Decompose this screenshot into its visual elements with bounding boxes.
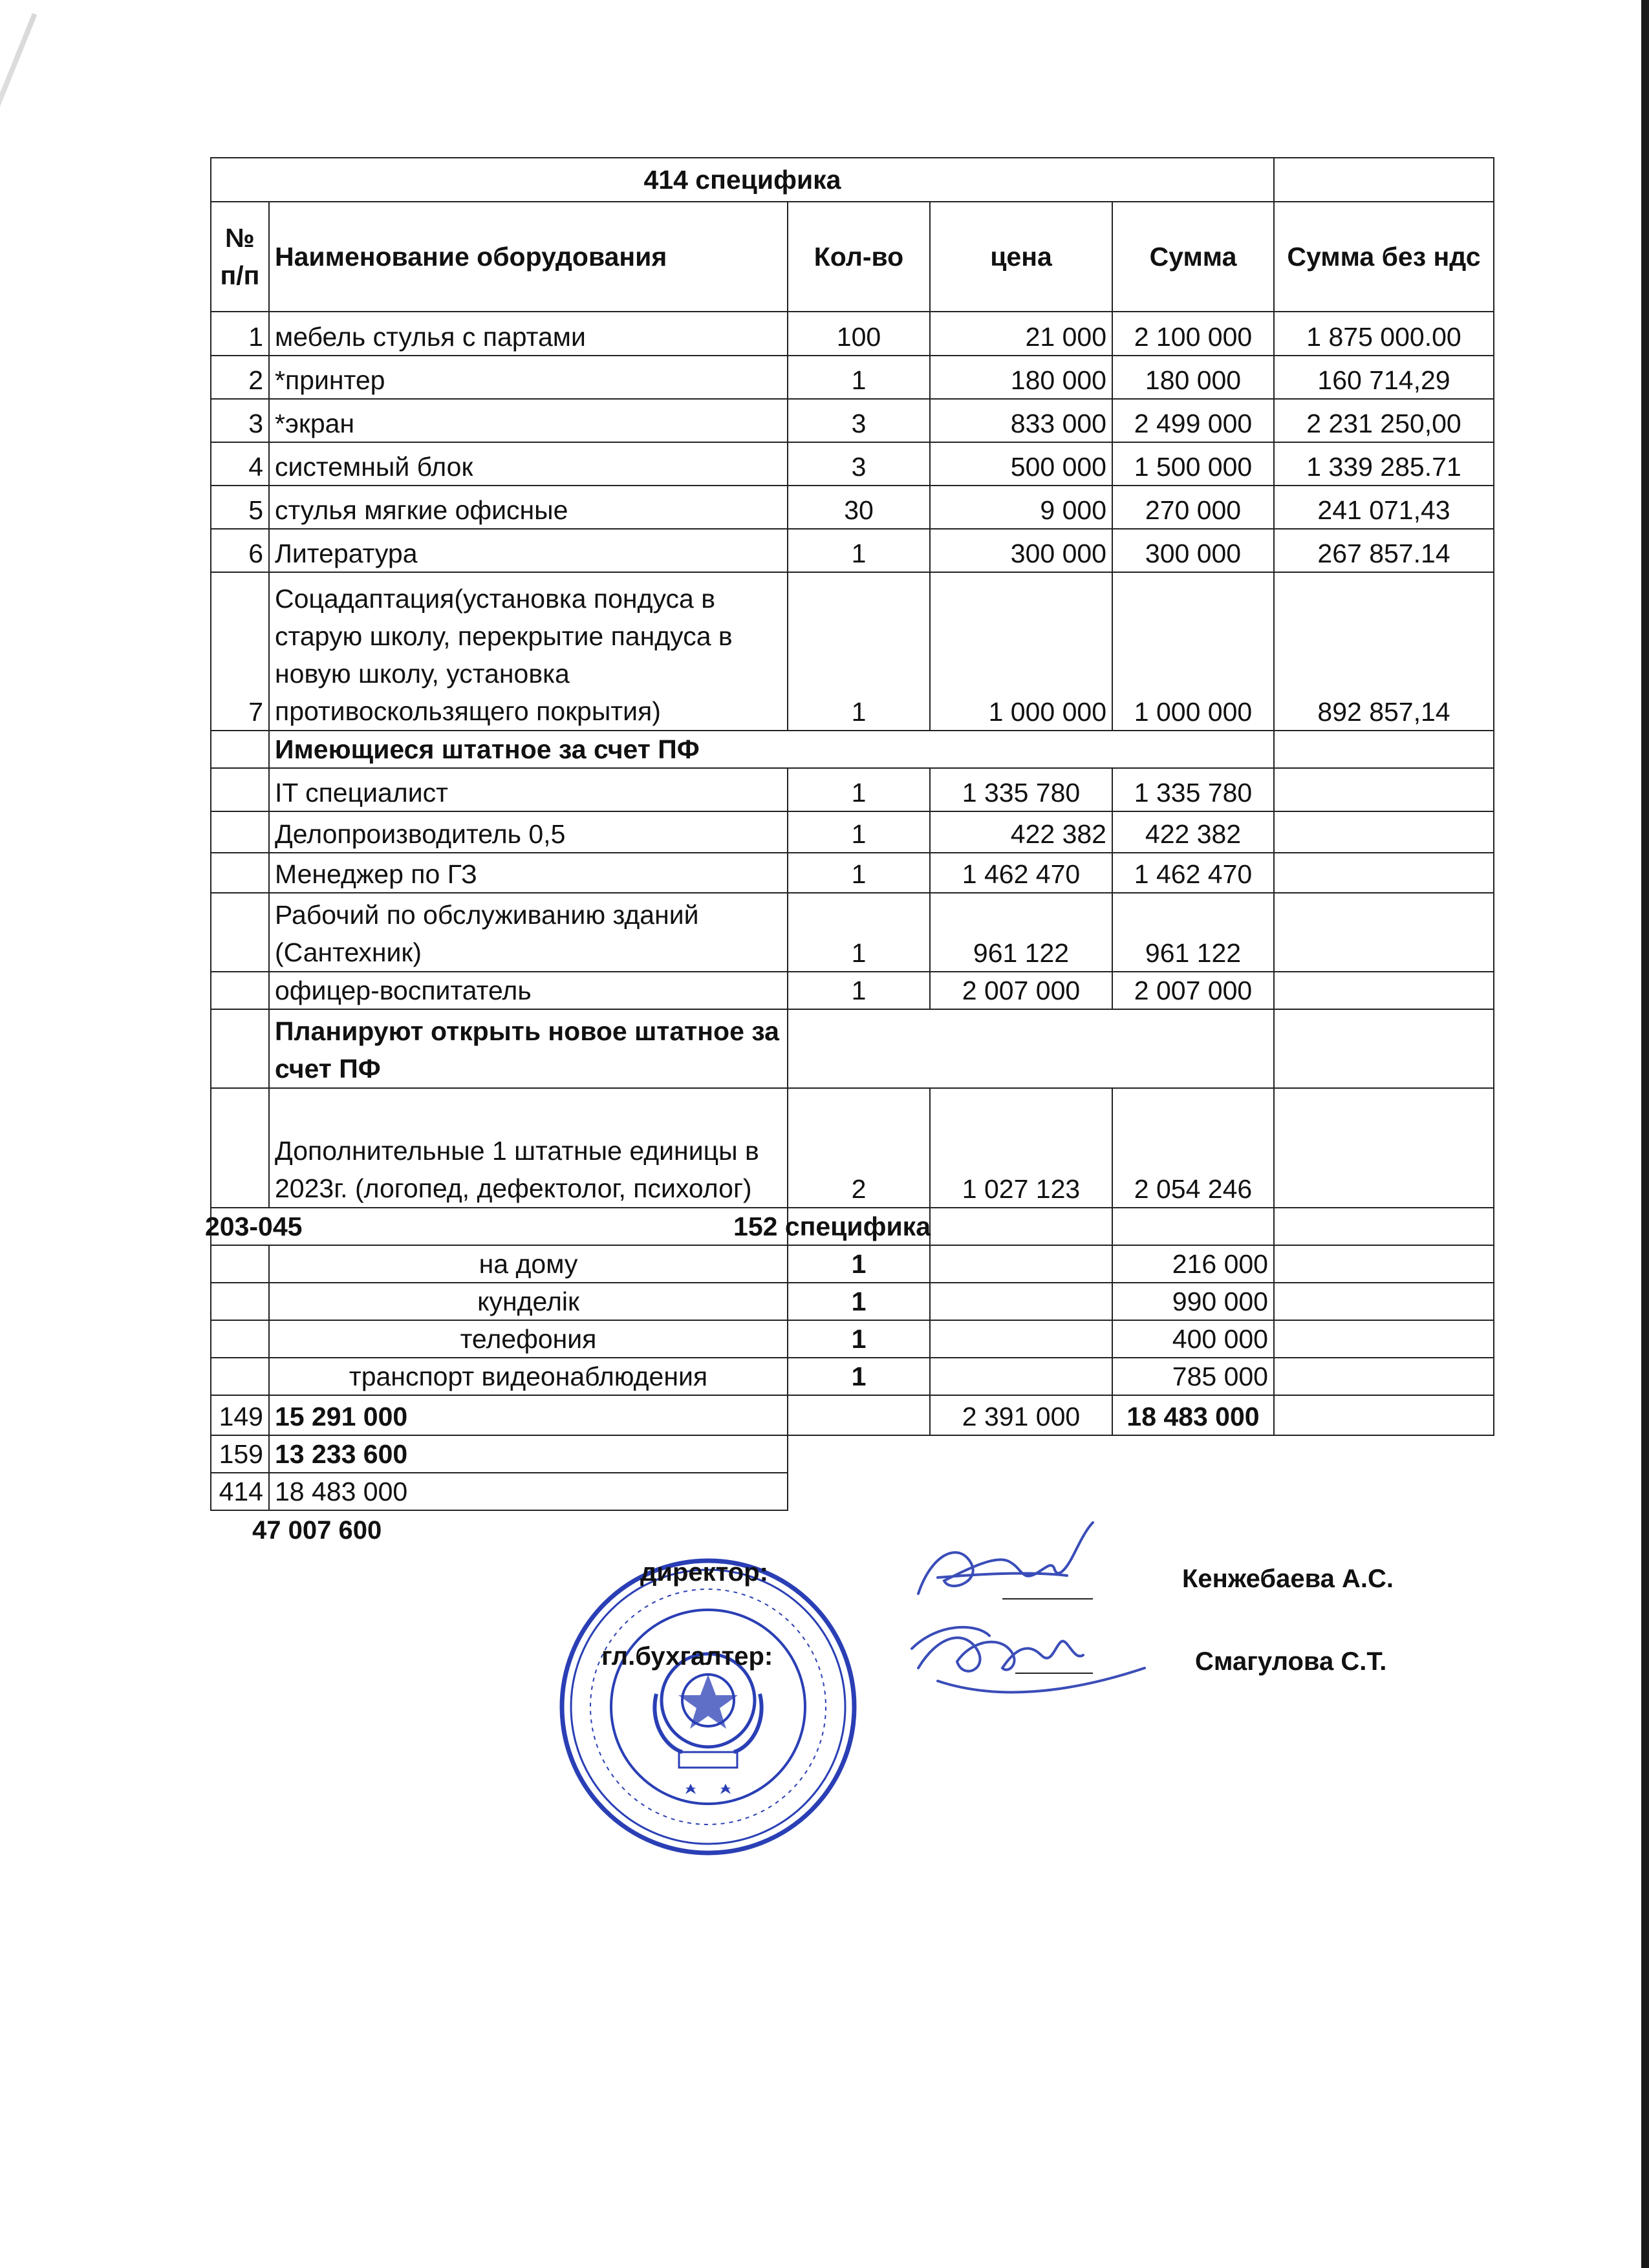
table-row bbox=[211, 399, 1494, 442]
table-row bbox=[211, 486, 1494, 529]
director-name: Кенжебаева А.С. bbox=[1182, 1565, 1394, 1593]
row-net: 892 857,14 bbox=[1274, 572, 1494, 731]
row-sum: 300 000 bbox=[1112, 529, 1274, 572]
row-sum: 2 499 000 bbox=[1112, 399, 1274, 442]
total-code: 159 bbox=[211, 1435, 269, 1473]
row-qty: 1 bbox=[788, 572, 930, 731]
row-price: 2 007 000 bbox=[930, 972, 1112, 1009]
planned-heading-row bbox=[211, 1009, 1494, 1088]
row-num: 7 bbox=[211, 572, 269, 731]
row-price: 1 027 123 bbox=[930, 1088, 1112, 1208]
row-name: транспорт видеонаблюдения bbox=[269, 1358, 788, 1395]
row-net: 267 857.14 bbox=[1274, 529, 1494, 572]
accountant-label: гл.бухгалтер: bbox=[601, 1642, 773, 1671]
total-row bbox=[211, 1435, 1494, 1473]
row-qty: 1 bbox=[788, 1358, 930, 1395]
row-qty: 1 bbox=[788, 1320, 930, 1358]
header-sum: Сумма bbox=[1112, 202, 1274, 312]
row-qty: 1 bbox=[788, 853, 930, 893]
total-price: 2 391 000 bbox=[930, 1395, 1112, 1435]
row-num: 3 bbox=[211, 399, 269, 442]
row-sum: 2 054 246 bbox=[1112, 1088, 1274, 1208]
row-name: *экран bbox=[269, 399, 788, 442]
director-label: директор: bbox=[640, 1558, 768, 1587]
row-sum: 1 462 470 bbox=[1112, 853, 1274, 893]
row-price: 1 000 000 bbox=[930, 572, 1112, 731]
row-num: 4 bbox=[211, 442, 269, 486]
total-value: 18 483 000 bbox=[269, 1473, 788, 1510]
total-value: 15 291 000 bbox=[269, 1395, 788, 1435]
specification-table bbox=[205, 157, 1494, 1511]
total-row bbox=[211, 1473, 1494, 1510]
header-price: цена bbox=[930, 202, 1112, 312]
planned-heading: Планируют открыть новое штатное за счет ПФ bbox=[269, 1009, 788, 1088]
row-price: 500 000 bbox=[930, 442, 1112, 486]
table-title: 414 специфика bbox=[211, 158, 1274, 202]
total-code: 149 bbox=[211, 1395, 269, 1435]
row-price: 833 000 bbox=[930, 399, 1112, 442]
accountant-name: Смагулова С.Т. bbox=[1195, 1647, 1387, 1676]
row-price: 422 382 bbox=[930, 811, 1112, 853]
row-price: 21 000 bbox=[930, 312, 1112, 356]
header-name: Наименование оборудования bbox=[269, 202, 788, 312]
row-qty: 3 bbox=[788, 442, 930, 486]
total-sum: 18 483 000 bbox=[1112, 1395, 1274, 1435]
row-name: офицер-воспитатель bbox=[269, 972, 788, 1009]
table-row bbox=[211, 768, 1494, 811]
row-sum: 1 335 780 bbox=[1112, 768, 1274, 811]
row-net: 2 231 250,00 bbox=[1274, 399, 1494, 442]
row-sum: 2 007 000 bbox=[1112, 972, 1274, 1009]
row-price: 1 462 470 bbox=[930, 853, 1112, 893]
row-sum: 422 382 bbox=[1112, 811, 1274, 853]
row-name: Менеджер по ГЗ bbox=[269, 853, 788, 893]
table-row bbox=[211, 1283, 1494, 1320]
row-sum: 400 000 bbox=[1112, 1320, 1274, 1358]
row-qty: 3 bbox=[788, 399, 930, 442]
table-row bbox=[211, 1088, 1494, 1208]
row-name: *принтер bbox=[269, 356, 788, 399]
row-sum: 180 000 bbox=[1112, 356, 1274, 399]
row-name: IT специалист bbox=[269, 768, 788, 811]
table-row bbox=[211, 312, 1494, 356]
table-row bbox=[211, 853, 1494, 893]
row-name: кунделік bbox=[269, 1283, 788, 1320]
section2-code: 203-045 bbox=[205, 1212, 303, 1241]
row-qty: 1 bbox=[788, 811, 930, 853]
grand-total: 47 007 600 bbox=[252, 1516, 382, 1545]
scan-edge-artifact bbox=[0, 13, 37, 350]
row-name: стулья мягкие офисные bbox=[269, 486, 788, 529]
staff-heading: Имеющиеся штатное за счет ПФ bbox=[269, 731, 1274, 768]
table-row bbox=[211, 972, 1494, 1009]
row-sum: 1 500 000 bbox=[1112, 442, 1274, 486]
row-net: 160 714,29 bbox=[1274, 356, 1494, 399]
table-row bbox=[211, 572, 1494, 731]
total-value: 13 233 600 bbox=[269, 1435, 788, 1473]
row-name: системный блок bbox=[269, 442, 788, 486]
section2-title: 152 специфика bbox=[733, 1212, 931, 1241]
table-header-row bbox=[211, 202, 1494, 312]
row-num: 5 bbox=[211, 486, 269, 529]
row-name: Дополнительные 1 штатные единицы в 2023г. (логопед, дефектолог, психолог) bbox=[269, 1088, 788, 1208]
table-row bbox=[211, 1245, 1494, 1283]
row-qty: 1 bbox=[788, 1283, 930, 1320]
accountant-signature bbox=[899, 1597, 1170, 1720]
row-net: 241 071,43 bbox=[1274, 486, 1494, 529]
table-title-row bbox=[211, 158, 1494, 202]
row-sum: 1 000 000 bbox=[1112, 572, 1274, 731]
official-stamp bbox=[553, 1552, 863, 1862]
table-row bbox=[211, 893, 1494, 972]
row-qty: 30 bbox=[788, 486, 930, 529]
row-name: Рабочий по обслуживанию зданий (Сантехник) bbox=[269, 893, 788, 972]
row-price: 1 335 780 bbox=[930, 768, 1112, 811]
row-qty: 1 bbox=[788, 972, 930, 1009]
row-sum: 990 000 bbox=[1112, 1283, 1274, 1320]
row-name: мебель стулья с партами bbox=[269, 312, 788, 356]
header-qty: Кол-во bbox=[788, 202, 930, 312]
row-name: Соцадаптация(установка пондуса в старую школу, перекрытие пандуса в новую школу, установка противоскользящего покрытия) bbox=[269, 572, 788, 731]
table-row bbox=[211, 1320, 1494, 1358]
header-num: № п/п bbox=[211, 202, 269, 312]
row-net: 1 339 285.71 bbox=[1274, 442, 1494, 486]
table-row bbox=[211, 1358, 1494, 1395]
row-sum: 785 000 bbox=[1112, 1358, 1274, 1395]
row-net: 1 875 000.00 bbox=[1274, 312, 1494, 356]
row-sum: 216 000 bbox=[1112, 1245, 1274, 1283]
row-num: 6 bbox=[211, 529, 269, 572]
row-sum: 961 122 bbox=[1112, 893, 1274, 972]
scan-border bbox=[1641, 0, 1649, 2268]
row-name: на дому bbox=[269, 1245, 788, 1283]
row-num: 1 bbox=[211, 312, 269, 356]
table-row bbox=[211, 442, 1494, 486]
header-net: Сумма без ндс bbox=[1274, 202, 1494, 312]
row-qty: 1 bbox=[788, 356, 930, 399]
table-row bbox=[211, 811, 1494, 853]
table-row bbox=[211, 529, 1494, 572]
row-qty: 1 bbox=[788, 1245, 930, 1283]
row-price: 300 000 bbox=[930, 529, 1112, 572]
row-price: 961 122 bbox=[930, 893, 1112, 972]
row-num: 2 bbox=[211, 356, 269, 399]
row-name: телефония bbox=[269, 1320, 788, 1358]
staff-heading-row bbox=[211, 731, 1494, 768]
total-row bbox=[211, 1395, 1494, 1435]
row-qty: 1 bbox=[788, 768, 930, 811]
row-qty: 2 bbox=[788, 1088, 930, 1208]
row-qty: 1 bbox=[788, 893, 930, 972]
row-name: Литература bbox=[269, 529, 788, 572]
row-sum: 270 000 bbox=[1112, 486, 1274, 529]
row-qty: 100 bbox=[788, 312, 930, 356]
row-name: Делопроизводитель 0,5 bbox=[269, 811, 788, 853]
section2-heading-row bbox=[211, 1208, 1494, 1245]
row-price: 9 000 bbox=[930, 486, 1112, 529]
total-code: 414 bbox=[211, 1473, 269, 1510]
row-price: 180 000 bbox=[930, 356, 1112, 399]
table-row bbox=[211, 356, 1494, 399]
row-sum: 2 100 000 bbox=[1112, 312, 1274, 356]
row-qty: 1 bbox=[788, 529, 930, 572]
